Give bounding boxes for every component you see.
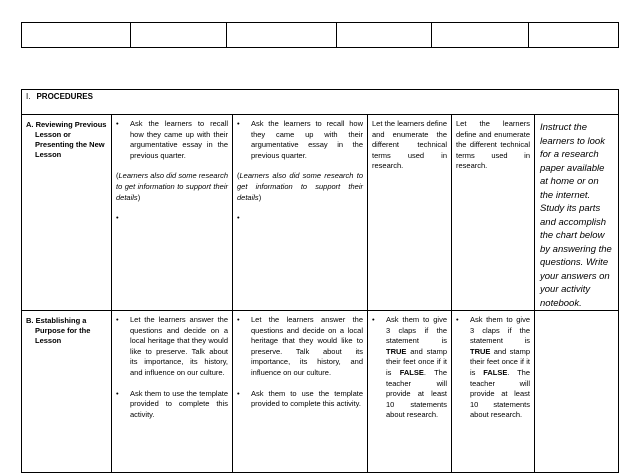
day1-activity-cell — [112, 115, 233, 311]
label-line: A. Reviewing Previous — [26, 120, 107, 129]
activity-bullet: • Let the learners answer the questions and decide on a local heritage that they would like to preserve. Talk about its importance, its history, and influence on our culture. — [237, 315, 363, 379]
label-line: Purpose for the — [35, 326, 91, 335]
label-line: Lesson — [35, 150, 62, 159]
row-label-purpose — [22, 311, 112, 473]
label-line: Lesson — [35, 336, 62, 345]
procedures-heading — [22, 90, 619, 115]
table-row — [22, 115, 619, 311]
activity-bullet: • Ask them to use the template provided to complete this activity. — [237, 389, 363, 410]
activity-note: (Learners also did some research to get information to support their details) — [237, 171, 363, 202]
activity-bullet: • Ask them to give 3 claps if the statement is TRUE and stamp their feet once if it is FALSE. The teacher will provide at least 10 statements about research. — [456, 315, 530, 421]
label-line: Lesson or — [35, 130, 71, 139]
activity-bullet: • Ask the learners to recall how they came up with their argumentative essay in the previous quarter. — [116, 119, 228, 161]
day1-purpose-cell — [112, 311, 233, 473]
header-cell — [529, 23, 619, 48]
empty-bullet — [116, 213, 228, 223]
day2-activity-cell — [233, 115, 368, 311]
header-cell — [432, 23, 529, 48]
header-cell — [131, 23, 227, 48]
table-row — [22, 311, 619, 473]
day4-purpose-cell — [452, 311, 535, 473]
header-cell — [337, 23, 432, 48]
procedures-number: I. — [26, 92, 31, 101]
procedures-table — [21, 89, 619, 473]
empty-bullet — [237, 213, 363, 223]
header-cell — [227, 23, 337, 48]
activity-bullet: • Ask them to give 3 claps if the statement is TRUE and stamp their feet once if it is FALSE. The teacher will provide at least 10 statements about research. — [372, 315, 447, 421]
label-line: B. Establishing a — [26, 316, 87, 325]
day3-purpose-cell — [368, 311, 452, 473]
activity-bullet: • Ask them to use the template provided to complete this activity. — [116, 389, 228, 421]
activity-note: (Learners also did some research to get information to support their details) — [116, 171, 228, 202]
activity-bullet: • Ask the learners to recall how they came up with their argumentative essay in the previous quarter. — [237, 119, 363, 161]
day5-activity-cell: Instruct the learners to look for a research paper available at home or on the internet. Study its parts and accomplish the chart below by answering the questions. Write your answers on your activity notebook. — [535, 115, 619, 311]
day5-purpose-cell — [535, 311, 619, 473]
day2-purpose-cell — [233, 311, 368, 473]
procedures-title: PROCEDURES — [36, 92, 93, 101]
header-cell — [22, 23, 131, 48]
row-label-reviewing — [22, 115, 112, 311]
label-line: Presenting the New — [35, 140, 105, 149]
day3-activity-cell: Let the learners define and enumerate the different technical terms used in research. — [368, 115, 452, 311]
day4-activity-cell: Let the learners define and enumerate the different technical terms used in research. — [452, 115, 535, 311]
header-table — [21, 22, 619, 48]
activity-bullet: • Let the learners answer the questions and decide on a local heritage that they would like to preserve. Talk about its importance, its history, and influence on our culture. — [116, 315, 228, 379]
